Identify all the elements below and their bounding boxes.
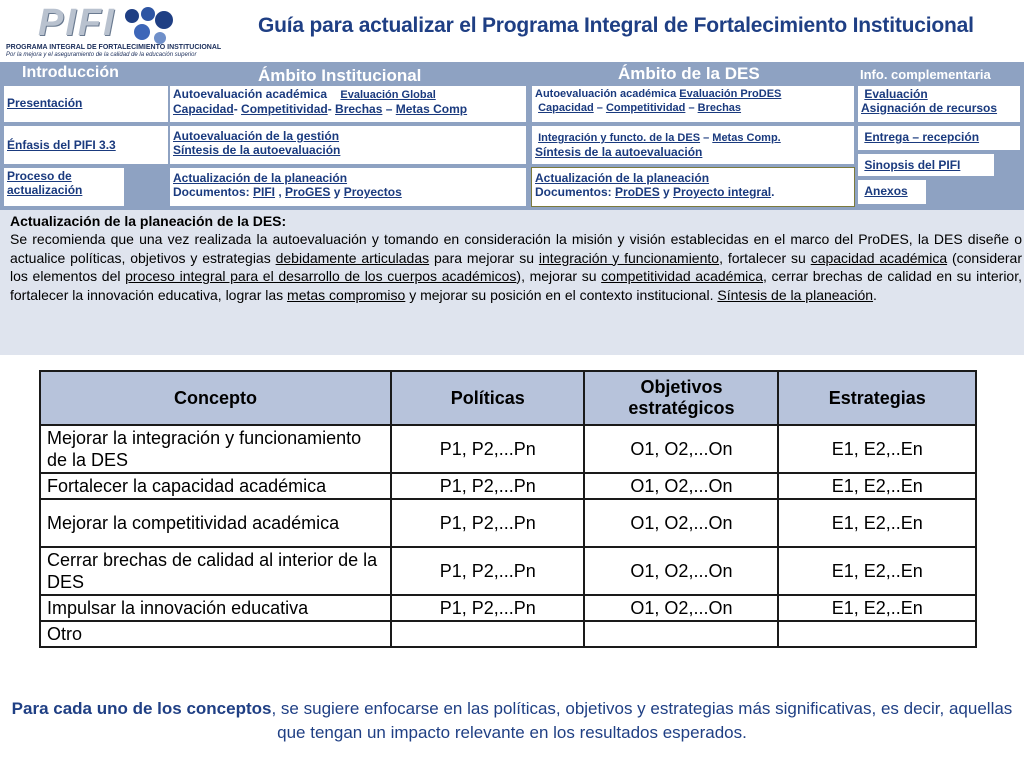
header: [0, 0, 1024, 62]
cell-objetivos: O1, O2,...On: [584, 425, 778, 473]
cell-concepto: Fortalecer la capacidad académica: [40, 473, 391, 499]
inst-metas-link[interactable]: Metas Comp: [395, 102, 468, 116]
header-politicas: Políticas: [391, 371, 584, 425]
des-proyecto-integral-link[interactable]: Proyecto integral: [673, 185, 772, 199]
body-link-sintesis[interactable]: Síntesis de la planeación: [717, 286, 874, 303]
info-asignacion-link[interactable]: Asignación de recursos: [861, 101, 998, 115]
body-text: .: [873, 286, 877, 303]
nav-head-ambito-des[interactable]: Ámbito de la DES: [618, 64, 760, 83]
nav-inst-autoevaluacion[interactable]: Autoevaluación académica Evaluación Global Capacidad- Competitividad- Brechas – Metas Comp: [170, 86, 526, 122]
table-row: [40, 621, 976, 647]
cell-objetivos: [584, 621, 778, 647]
info-sinopsis-link[interactable]: Sinopsis del PIFI: [864, 158, 961, 172]
nav-head-info-complementaria[interactable]: Info. complementaria: [860, 67, 991, 82]
nav-des-planeacion[interactable]: Actualización de la planeación Documentos: ProDES y Proyecto integral.: [532, 168, 854, 206]
header-concepto: Concepto: [40, 371, 391, 425]
nav-inst-gestion[interactable]: [170, 126, 526, 164]
nav-inst-planeacion[interactable]: Actualización de la planeación Documentos: PIFI , ProGES y Proyectos: [170, 168, 526, 206]
header-objetivos: Objetivos estratégicos: [584, 371, 778, 425]
cell-objetivos: O1, O2,...On: [584, 499, 778, 547]
des-prodes-link[interactable]: ProDES: [615, 185, 660, 199]
des-evaluacion-prodes-link[interactable]: Evaluación ProDES: [679, 88, 782, 100]
cell-politicas: P1, P2,...Pn: [391, 425, 584, 473]
nav-info-anexos[interactable]: [858, 180, 926, 204]
cell-estrategias: [778, 621, 976, 647]
table-row: [40, 425, 976, 473]
cell-concepto: Mejorar la integración y funcionamiento de la DES: [40, 425, 391, 473]
page-title: Guía para actualizar el Programa Integral de Fortalecimiento Institucional: [258, 14, 974, 37]
body-text: para mejorar su: [429, 249, 539, 266]
inst-competitividad-link[interactable]: Competitividad: [241, 102, 328, 116]
footer-text: , se sugiere enfocarse en las políticas, objetivos y estrategias más significativas, es decir, aquellas que tengan un impacto relevante en los resultados esperados.: [271, 699, 1013, 742]
info-anexos-link[interactable]: Anexos: [864, 184, 908, 198]
cell-estrategias: E1, E2,..En: [778, 595, 976, 621]
footer-bold: Para cada uno de los conceptos: [11, 699, 272, 718]
inst-planeacion-link[interactable]: Actualización de la planeación: [173, 171, 348, 185]
body-underlined: metas compromiso: [287, 286, 406, 303]
footer-note: [0, 697, 1024, 745]
pifi-logo[interactable]: [4, 2, 222, 58]
section-title: Actualización de la planeación de la DES:: [10, 213, 287, 229]
cell-concepto: Cerrar brechas de calidad al interior de la DES: [40, 547, 391, 595]
cell-concepto: Otro: [40, 621, 391, 647]
nav-enfasis-label[interactable]: Énfasis del PIFI 3.3: [7, 138, 116, 152]
nav-des-integracion[interactable]: Integración y functo. de la DES – Metas Comp. Síntesis de la autoevaluación: [532, 126, 854, 164]
table-row: [40, 473, 976, 499]
body-underlined: integración y funcionamiento: [538, 249, 720, 266]
des-integracion-link[interactable]: Integración y functo. de la DES: [538, 132, 701, 144]
cell-politicas: P1, P2,...Pn: [391, 595, 584, 621]
cell-objetivos: O1, O2,...On: [584, 473, 778, 499]
body-underlined: debidamente articuladas: [275, 249, 430, 266]
body-underlined: proceso integral para el desarrollo de los cuerpos académicos: [125, 268, 517, 284]
cell-objetivos: O1, O2,...On: [584, 547, 778, 595]
nav-head-ambito-institucional[interactable]: Ámbito Institucional: [258, 66, 422, 85]
cell-politicas: P1, P2,...Pn: [391, 547, 584, 595]
cell-politicas: [391, 621, 584, 647]
des-competitividad-link[interactable]: Competitividad: [605, 102, 686, 114]
inst-sintesis-link[interactable]: Síntesis de la autoevaluación: [173, 143, 341, 157]
logo-dots-icon: [122, 6, 182, 46]
inst-capacidad-link[interactable]: Capacidad: [173, 102, 234, 116]
body-text: , fortalecer su: [719, 249, 811, 266]
nav-presentacion[interactable]: [4, 86, 168, 122]
nav-info-sinopsis[interactable]: [858, 154, 994, 176]
body-text: , cerrar brechas de calidad en su interior, fortalecer la innovación educativa, lograr las: [10, 268, 1022, 303]
body-text: ), mejorar su: [516, 268, 602, 284]
info-entrega-link[interactable]: Entrega – recepción: [864, 130, 980, 144]
nav-proceso-label[interactable]: Proceso de actualización: [7, 169, 83, 197]
section-body: [10, 230, 1022, 304]
cell-estrategias: E1, E2,..En: [778, 547, 976, 595]
des-metas-link[interactable]: Metas Comp.: [712, 132, 781, 144]
table-row: [40, 595, 976, 621]
nav-info-entrega[interactable]: [858, 126, 1020, 150]
inst-evaluacion-global-link[interactable]: Evaluación Global: [340, 89, 436, 101]
nav-presentacion-label[interactable]: Presentación: [7, 96, 83, 110]
des-documentos-label: Documentos:: [535, 185, 612, 199]
nav-info-evaluacion[interactable]: [858, 86, 1020, 122]
cell-concepto: Impulsar la innovación educativa: [40, 595, 391, 621]
table-row: [40, 547, 976, 595]
des-brechas-link[interactable]: Brechas: [697, 102, 742, 114]
body-text: y mejorar su posición en el contexto institucional.: [405, 286, 718, 303]
logo-word: PIFI: [38, 2, 116, 44]
cell-concepto: Mejorar la competitividad académica: [40, 499, 391, 547]
body-text: (considerar los elementos del: [10, 249, 1023, 284]
cell-estrategias: E1, E2,..En: [778, 473, 976, 499]
des-sintesis-link[interactable]: Síntesis de la autoevaluación: [535, 145, 703, 159]
cell-politicas: P1, P2,...Pn: [391, 499, 584, 547]
info-evaluacion-link[interactable]: Evaluación: [864, 87, 928, 101]
inst-documentos-label: Documentos:: [173, 185, 250, 199]
logo-subtitle: PROGRAMA INTEGRAL DE FORTALECIMIENTO INSTITUCIONAL: [6, 44, 222, 51]
inst-proyectos-link[interactable]: Proyectos: [343, 185, 402, 199]
cell-politicas: P1, P2,...Pn: [391, 473, 584, 499]
inst-brechas-link[interactable]: Brechas: [335, 102, 383, 116]
nav-proceso[interactable]: [4, 168, 124, 206]
body-underlined: competitividad académica: [601, 268, 763, 284]
cell-objetivos: O1, O2,...On: [584, 595, 778, 621]
cell-estrategias: E1, E2,..En: [778, 425, 976, 473]
des-autoeval-label: Autoevaluación académica: [535, 88, 677, 100]
body-text: Se recomienda que una vez realizada la autoevaluación y tomando en consideración la misión y visión establecidas en el marco del ProDES, la DES diseñe o actualice políticas, objetivos y estrategias: [10, 231, 1022, 266]
nav-des-autoevaluacion[interactable]: Autoevaluación académica Evaluación ProDES Capacidad – Competitividad – Brechas: [532, 86, 854, 122]
body-underlined: capacidad académica: [810, 249, 948, 266]
logo-tagline: Por la mejora y el aseguramiento de la calidad de la educación superior: [6, 52, 197, 58]
inst-autoeval-label: Autoevaluación académica: [173, 87, 328, 101]
des-capacidad-link[interactable]: Capacidad: [538, 102, 594, 114]
table-row: [40, 499, 976, 547]
nav-enfasis[interactable]: [4, 126, 168, 164]
inst-pifi-link[interactable]: PIFI: [253, 185, 276, 199]
inst-proges-link[interactable]: ProGES: [285, 185, 331, 199]
nav-head-introduccion[interactable]: Introducción: [22, 64, 119, 81]
cell-estrategias: E1, E2,..En: [778, 499, 976, 547]
concepts-table: [39, 370, 977, 648]
table-header-row: [40, 371, 976, 425]
header-estrategias: Estrategias: [778, 371, 976, 425]
inst-gestion-link[interactable]: Autoevaluación de la gestión: [173, 129, 340, 143]
des-planeacion-link[interactable]: Actualización de la planeación: [535, 171, 710, 185]
